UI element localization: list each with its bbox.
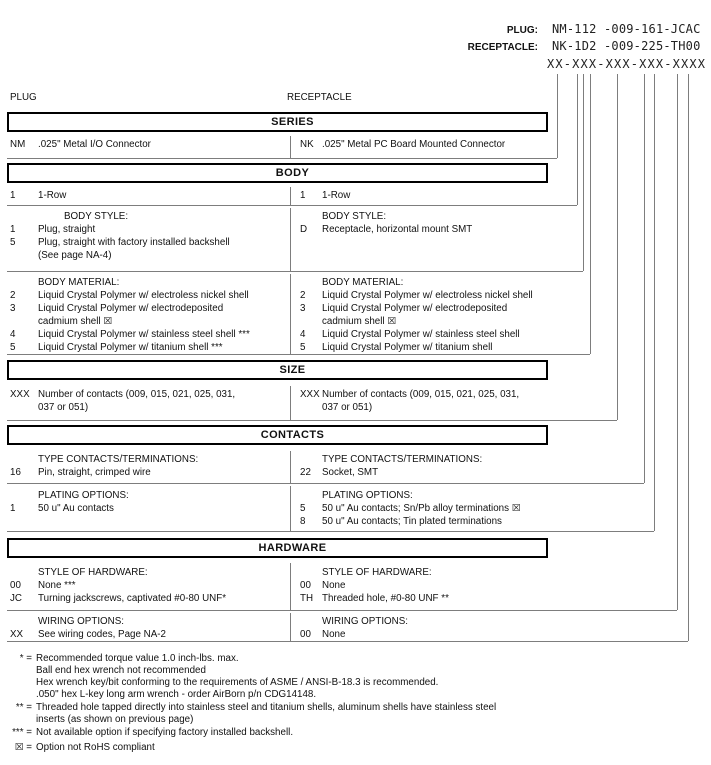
body-material-plug-item: [10, 329, 250, 340]
connector-line-size: [617, 74, 618, 420]
footnote-text: Not available option if specifying factory installed backshell.: [36, 727, 294, 738]
body-row-plug-code: 1: [10, 190, 16, 201]
hardware-style-label-plug: STYLE OF HARDWARE:: [38, 567, 148, 578]
desc: 50 u" Au contacts: [38, 503, 114, 514]
series-plug-desc: .025" Metal I/O Connector: [38, 139, 151, 150]
hardware-style-bottom-rule: [7, 610, 677, 611]
series-receptacle-row: [300, 139, 505, 150]
footnote-torque-cont: [0, 689, 316, 700]
body-style-plug-item-code: 1: [10, 224, 16, 235]
footnote-text: Ball end hex wrench not recommended: [36, 665, 206, 676]
desc: Number of contacts (009, 015, 021, 025, 031,: [38, 389, 236, 400]
footnote-text: Hex wrench key/bit conforming to the requirements of ASME / ANSI-B-18.3 is recommended.: [36, 677, 439, 688]
body-material-receptacle-item-cont: [300, 316, 396, 327]
body-material-bottom-rule: [7, 354, 590, 355]
series-plug-code: NM: [10, 139, 26, 150]
footnote-threaded-hole-cont: [0, 714, 193, 725]
footnote-marker: ** =: [15, 702, 32, 713]
desc: 50 u" Au contacts; Tin plated terminations: [322, 516, 502, 527]
body-material-receptacle-item: [300, 290, 533, 301]
code: XXX: [10, 389, 30, 400]
body-material-receptacle-item: [300, 329, 520, 340]
connector-line-body-material: [590, 74, 591, 354]
desc: Liquid Crystal Polymer w/ titanium shell: [322, 342, 493, 353]
size-column-divider: [290, 386, 291, 420]
contact-type-receptacle-item: [300, 467, 378, 478]
size-receptacle-row-cont: [300, 402, 372, 413]
code: 3: [10, 303, 16, 314]
body-style-bottom-rule: [7, 271, 583, 272]
desc: Threaded hole, #0-80 UNF **: [322, 593, 449, 604]
series-receptacle-desc: .025" Metal PC Board Mounted Connector: [322, 139, 506, 150]
body-row-column-divider: [290, 187, 291, 205]
wiring-bottom-rule: [7, 641, 688, 642]
body-style-plug-item-cont: [10, 250, 112, 261]
body-style-plug-item: [10, 237, 230, 248]
code: 4: [10, 329, 16, 340]
body-style-receptacle-item-desc: Receptacle, horizontal mount SMT: [322, 224, 473, 235]
desc: 50 u" Au contacts; Sn/Pb alloy terminations ☒: [322, 503, 521, 514]
footnote-torque: [0, 653, 239, 664]
code: 00: [10, 580, 21, 591]
plating-bottom-rule: [7, 531, 654, 532]
desc: None ***: [38, 580, 76, 591]
receptacle-part-number-value: NK-1D2 -009-225-TH00: [552, 39, 701, 53]
series-plug-row: [10, 139, 151, 150]
body-style-plug-item-desc: Plug, straight with factory installed backshell: [38, 237, 230, 248]
desc: Liquid Crystal Polymer w/ titanium shell ***: [38, 342, 223, 353]
body-material-label-plug: BODY MATERIAL:: [38, 277, 120, 288]
body-material-receptacle-item: [300, 303, 507, 314]
size-bottom-rule: [7, 420, 617, 421]
plug-part-number-value: NM-112 -009-161-JCAC: [552, 22, 701, 36]
code: JC: [10, 593, 22, 604]
connector-line-body-style: [583, 74, 584, 271]
size-section-header: SIZE: [7, 360, 548, 380]
connector-line-series: [557, 74, 558, 158]
contacts-section-header: CONTACTS: [7, 425, 548, 445]
connector-line-contact-type: [644, 74, 645, 483]
body-section-header: BODY: [7, 163, 548, 183]
footnote-text: .050" hex L-key long arm wrench - order AirBorn p/n CDG14148.: [36, 689, 317, 700]
desc: 037 or 051): [322, 402, 373, 413]
desc: Number of contacts (009, 015, 021, 025, 031,: [322, 389, 520, 400]
body-style-plug-item-desc: Plug, straight: [38, 224, 96, 235]
hardware-style-plug-item: [10, 580, 76, 591]
body-style-receptacle-item-code: D: [300, 224, 308, 235]
footnote-marker: ☒ =: [14, 742, 32, 753]
hardware-style-label-receptacle: STYLE OF HARDWARE:: [322, 567, 432, 578]
contact-type-bottom-rule: [7, 483, 644, 484]
body-style-plug-item-desc: (See page NA-4): [38, 250, 112, 261]
code: 5: [300, 342, 306, 353]
wiring-label-receptacle: WIRING OPTIONS:: [322, 616, 408, 627]
receptacle-column-heading: RECEPTACLE: [287, 92, 352, 103]
receptacle-part-number-label: RECEPTACLE:: [467, 42, 538, 53]
plating-receptacle-item: [300, 503, 521, 514]
code: 5: [10, 342, 16, 353]
desc: None: [322, 580, 346, 591]
code: 8: [300, 516, 306, 527]
hardware-style-column-divider: [290, 563, 291, 610]
code: XXX: [300, 389, 320, 400]
code: 2: [10, 290, 16, 301]
footnote-marker: *** =: [12, 727, 32, 738]
body-material-plug-item: [10, 290, 249, 301]
body-style-label-plug: BODY STYLE:: [64, 211, 129, 222]
plating-plug-item: [10, 503, 114, 514]
series-column-divider: [290, 136, 291, 158]
desc: Liquid Crystal Polymer w/ electrodeposited: [38, 303, 224, 314]
body-row-receptacle: [300, 190, 350, 201]
body-row-receptacle-code: 1: [300, 190, 306, 201]
size-receptacle-row: [300, 389, 519, 400]
footnote-text: Option not RoHS compliant: [36, 742, 155, 753]
desc: Liquid Crystal Polymer w/ electroless nickel shell: [322, 290, 533, 301]
body-row-plug-desc: 1-Row: [38, 190, 67, 201]
size-plug-row-cont: [10, 402, 88, 413]
body-row-plug: [10, 190, 66, 201]
body-material-plug-item: [10, 342, 223, 353]
code: 3: [300, 303, 306, 314]
desc: Pin, straight, crimped wire: [38, 467, 151, 478]
footnote-text: Recommended torque value 1.0 inch-lbs. max.: [36, 653, 239, 664]
series-bottom-rule: [7, 158, 557, 159]
body-material-plug-item: [10, 303, 223, 314]
hardware-section-header: HARDWARE: [7, 538, 548, 558]
body-row-bottom-rule: [7, 205, 577, 206]
desc: None: [322, 629, 346, 640]
code: 1: [10, 503, 16, 514]
hardware-style-receptacle-item: [300, 593, 449, 604]
body-style-plug-item-code: 5: [10, 237, 16, 248]
footnote-backshell: [0, 727, 293, 738]
plating-column-divider: [290, 486, 291, 531]
wiring-plug-item: [10, 629, 166, 640]
connector-line-body-row: [577, 74, 578, 205]
desc: cadmium shell ☒: [38, 316, 113, 327]
footnote-torque-cont: [0, 665, 206, 676]
code: 00: [300, 629, 311, 640]
desc: Liquid Crystal Polymer w/ electrodeposited: [322, 303, 508, 314]
plating-label-plug: PLATING OPTIONS:: [38, 490, 129, 501]
hardware-style-plug-item: [10, 593, 226, 604]
connector-line-hardware-style: [677, 74, 678, 610]
contact-type-label-receptacle: TYPE CONTACTS/TERMINATIONS:: [322, 454, 483, 465]
contact-type-plug-item: [10, 467, 151, 478]
connector-line-wiring: [688, 74, 689, 641]
footnote-marker: * =: [19, 653, 32, 664]
code: 00: [300, 580, 311, 591]
desc: Liquid Crystal Polymer w/ stainless steel shell: [322, 329, 520, 340]
body-row-receptacle-desc: 1-Row: [322, 190, 351, 201]
body-material-receptacle-item: [300, 342, 492, 353]
wiring-label-plug: WIRING OPTIONS:: [38, 616, 124, 627]
desc: Turning jackscrews, captivated #0-80 UNF*: [38, 593, 227, 604]
footnote-threaded-hole: [0, 702, 496, 713]
desc: See wiring codes, Page NA-2: [38, 629, 166, 640]
plug-part-number-label: PLUG:: [506, 25, 538, 36]
desc: Liquid Crystal Polymer w/ electroless nickel shell: [38, 290, 249, 301]
body-material-column-divider: [290, 274, 291, 354]
code: 5: [300, 503, 306, 514]
plating-label-receptacle: PLATING OPTIONS:: [322, 490, 413, 501]
part-number-format-mask: XX-XXX-XXX-XXX-XXXX: [547, 57, 707, 71]
hardware-style-receptacle-item: [300, 580, 345, 591]
size-plug-row: [10, 389, 235, 400]
body-material-label-receptacle: BODY MATERIAL:: [322, 277, 404, 288]
footnote-text: Threaded hole tapped directly into stainless steel and titanium shells, aluminum shells have stainless steel: [36, 702, 497, 713]
desc: Socket, SMT: [322, 467, 379, 478]
plating-receptacle-item: [300, 516, 502, 527]
desc: cadmium shell ☒: [322, 316, 397, 327]
body-style-plug-item: [10, 224, 95, 235]
contact-type-label-plug: TYPE CONTACTS/TERMINATIONS:: [38, 454, 199, 465]
code: 22: [300, 467, 311, 478]
body-style-label-receptacle: BODY STYLE:: [322, 211, 387, 222]
series-section-header: SERIES: [7, 112, 548, 132]
code: 2: [300, 290, 306, 301]
footnote-torque-cont: [0, 677, 438, 688]
code: TH: [300, 593, 314, 604]
code: 16: [10, 467, 21, 478]
body-style-receptacle-item: [300, 224, 472, 235]
wiring-receptacle-item: [300, 629, 345, 640]
desc: 037 or 051): [38, 402, 89, 413]
footnote-text: inserts (as shown on previous page): [36, 714, 194, 725]
footnote-rohs: [0, 742, 155, 753]
contact-type-column-divider: [290, 451, 291, 483]
series-receptacle-code: NK: [300, 139, 314, 150]
plug-column-heading: PLUG: [10, 92, 37, 103]
body-style-column-divider: [290, 208, 291, 271]
body-material-plug-item-cont: [10, 316, 112, 327]
desc: Liquid Crystal Polymer w/ stainless steel shell ***: [38, 329, 250, 340]
code: 4: [300, 329, 306, 340]
code: XX: [10, 629, 24, 640]
wiring-column-divider: [290, 613, 291, 641]
connector-line-plating: [654, 74, 655, 531]
